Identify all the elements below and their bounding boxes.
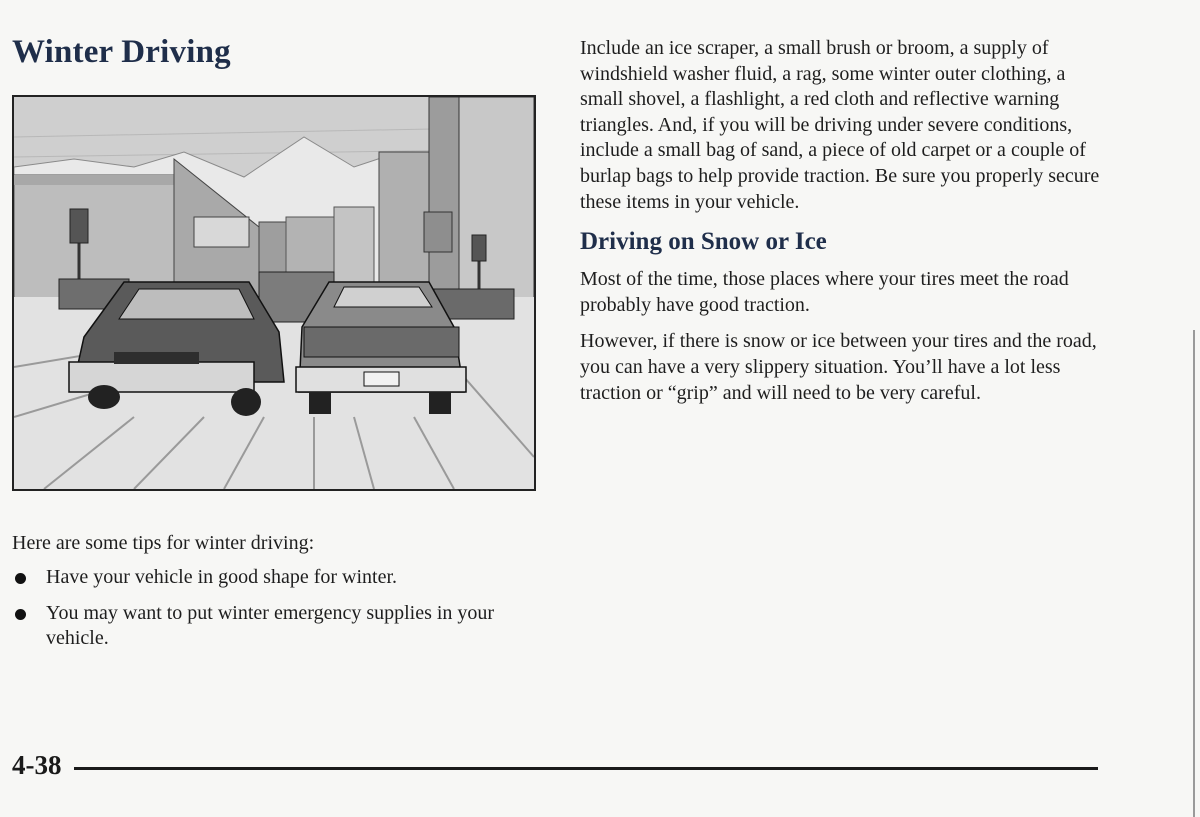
section-heading: Driving on Snow or Ice	[580, 228, 827, 256]
page-edge-line	[1193, 330, 1195, 817]
footer-divider	[74, 767, 1098, 770]
winter-scene-drawing	[14, 97, 534, 489]
bullet-icon	[15, 609, 26, 620]
supplies-paragraph: Include an ice scraper, a small brush or broom, a supply of windshield washer fluid, a rag, some winter outer clothing, a small shovel, a flashlight, a red cloth and reflective warning triangles. And, if you will be driving under severe conditions, include a small bag of sand, a piece of old carpet or a couple of burlap bags to help provide traction. Be sure you properly secure these items in your vehicle.	[580, 37, 1100, 213]
tip-text: Have your vehicle in good shape for winter.	[46, 566, 398, 588]
page-footer	[12, 750, 1102, 786]
page-title: Winter Driving	[12, 34, 231, 70]
list-item	[12, 601, 532, 651]
list-item	[12, 565, 532, 590]
right-column	[580, 36, 1100, 417]
slippery-paragraph: However, if there is snow or ice between your tires and the road, you can have a very slippery situation. You’ll have a lot less traction or “grip” and will need to be very careful.	[580, 330, 1097, 404]
intro-text: Here are some tips for winter driving:	[12, 532, 315, 554]
tip-text: You may want to put winter emergency supplies in your vehicle.	[46, 602, 495, 649]
tips-list	[12, 565, 532, 662]
page-number: 4-38	[12, 750, 62, 780]
winter-street-illustration	[12, 95, 536, 491]
bullet-icon	[15, 573, 26, 584]
traction-paragraph: Most of the time, those places where your tires meet the road probably have good traction.	[580, 268, 1069, 316]
